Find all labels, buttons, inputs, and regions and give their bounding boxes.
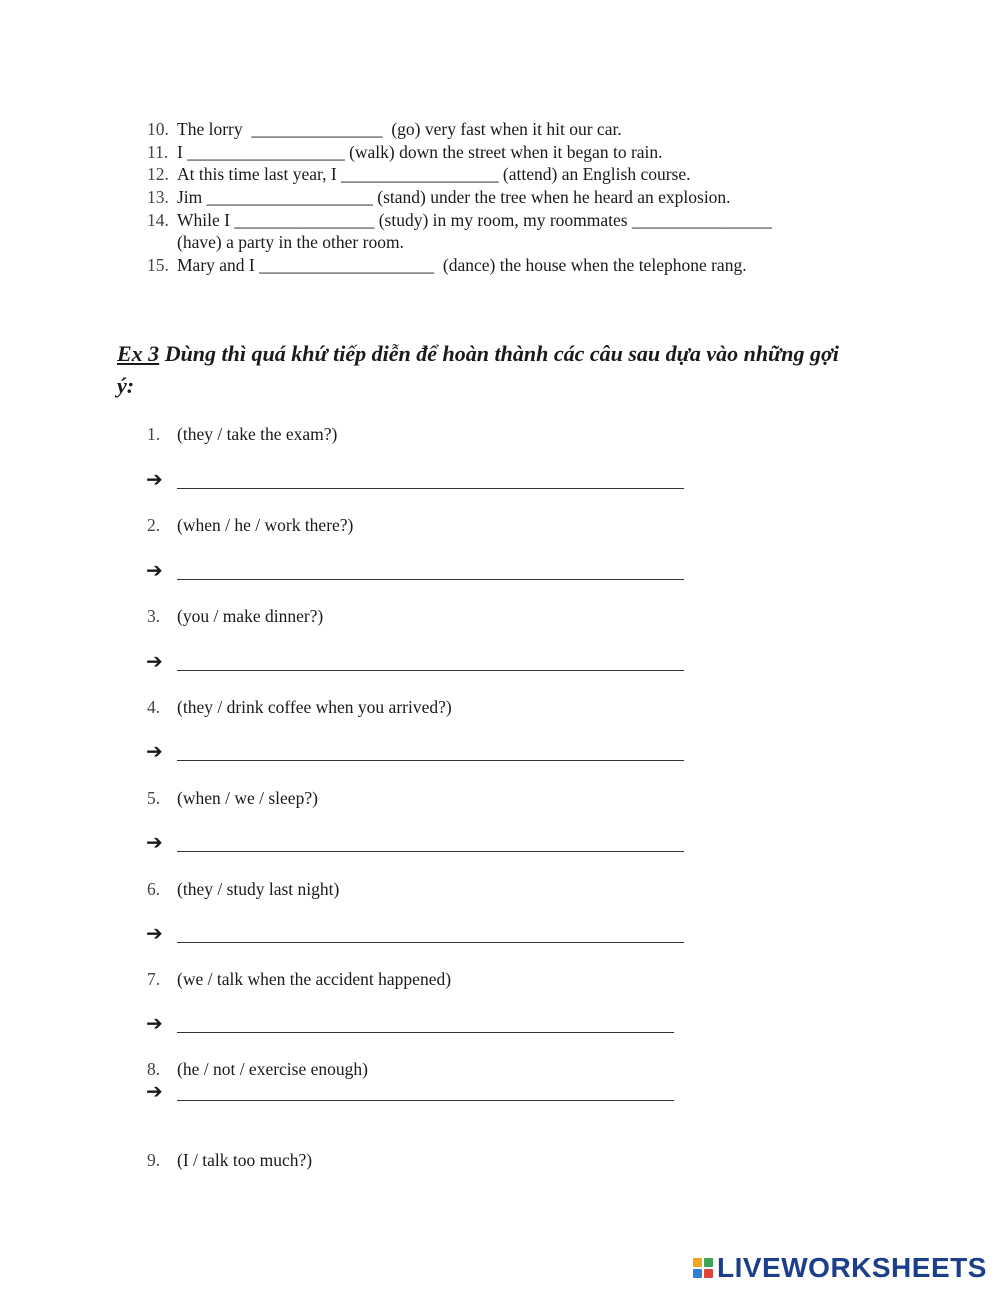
exercise-label: Ex 3 [117,341,160,366]
answer-input[interactable] [177,650,684,671]
exercise-title-continuation: ý: [117,373,135,398]
arrow-right-icon: ➔ [146,467,163,491]
prompt: (they / study last night) [177,879,340,899]
prompt: (they / take the exam?) [177,424,338,444]
prompt: (when / we / sleep?) [177,788,318,808]
exercise-sentence: The lorry _______________ (go) very fast when it hit our car. [177,119,622,139]
exercise-sentence-continuation: (have) a party in the other room. [177,232,404,252]
item-number: 4. [147,697,161,717]
item-number: 11. [147,142,169,162]
answer-input[interactable] [177,922,684,943]
item-number: 6. [147,879,161,899]
item-number: 15. [147,255,169,275]
item-number: 7. [147,969,161,989]
answer-input[interactable] [177,1080,674,1101]
arrow-right-icon: ➔ [146,649,163,673]
liveworksheets-logo [693,1252,987,1284]
answer-input[interactable] [177,559,684,580]
exercise-3-heading [117,338,897,402]
brand-name: LIVEWORKSHEETS [717,1252,987,1283]
prompt: (we / talk when the accident happened) [177,969,452,989]
exercise-sentence: While I ________________ (study) in my room, my roommates ________________ [177,210,772,230]
item-number: 8. [147,1059,161,1079]
item-number: 13. [147,187,169,207]
item-number: 12. [147,164,169,184]
item-number: 1. [147,424,161,444]
item-number: 10. [147,119,169,139]
item-number: 2. [147,515,161,535]
answer-input[interactable] [177,1012,674,1033]
item-number: 9. [147,1150,161,1170]
answer-input[interactable] [177,468,684,489]
answer-input[interactable] [177,831,684,852]
arrow-right-icon: ➔ [146,921,163,945]
item-number: 5. [147,788,161,808]
exercise-title: Dùng thì quá khứ tiếp diễn để hoàn thành các câu sau dựa vào những gợi [159,341,839,366]
exercise-sentence: Jim ___________________ (stand) under the tree when he heard an explosion. [177,187,731,207]
arrow-right-icon: ➔ [146,558,163,582]
prompt: (they / drink coffee when you arrived?) [177,697,452,717]
arrow-right-icon: ➔ [146,1011,163,1035]
arrow-right-icon: ➔ [146,739,163,763]
exercise-sentence: Mary and I ____________________ (dance) the house when the telephone rang. [177,255,747,275]
prompt: (when / he / work there?) [177,515,354,535]
exercise-sentence: At this time last year, I __________________ (attend) an English course. [177,164,691,184]
item-number: 3. [147,606,161,626]
prompt: (he / not / exercise enough) [177,1059,368,1079]
arrow-right-icon: ➔ [146,830,163,854]
prompt: (I / talk too much?) [177,1150,313,1170]
prompt: (you / make dinner?) [177,606,324,626]
arrow-right-icon: ➔ [146,1079,163,1103]
answer-input[interactable] [177,740,684,761]
logo-mark-icon [693,1258,713,1278]
item-number: 14. [147,210,169,230]
exercise-sentence: I __________________ (walk) down the street when it began to rain. [177,142,663,162]
